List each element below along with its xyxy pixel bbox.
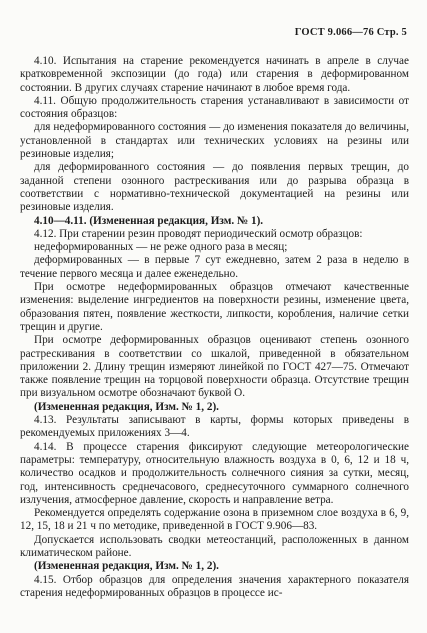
paragraph-4-11: 4.11. Общую продолжительность старения устанавливают в зависимости от состояния образцов:	[20, 94, 409, 121]
paragraph-4-14: 4.14. В процессе старения фиксируют следующие метеорологические параметры: температуру, относительную влажность воздуха в 0, 6, 12 и 18 ч, количество осадков и продолжительность солнечного сияния за сутки, месяц, год, интенсивность среднечасового, среднесуточного суммарного солнечного излучения, атмосферное давление, скорость и направление ветра.	[20, 440, 409, 506]
paragraph-deformed-duration: для деформированного состояния — до появления первых трещин, до заданной степени озонного растрескивания или до разрыва образца в соответствии с нормативно-технической документацией на резины или резиновые изделия.	[20, 161, 409, 214]
page-header: ГОСТ 9.066—76 Стр. 5	[294, 27, 407, 38]
paragraph-undeformed-inspection: недеформированных — не реже одного раза в месяц;	[34, 241, 288, 254]
paragraph-4-15: 4.15. Отбор образцов для определения значения характерного показателя старения недеформированных образцов в процессе ис-	[20, 573, 409, 599]
paragraph-undeformed-duration: для недеформированного состояния — до изменения показателя до величины, установленной в стандартах или технических условиях на резины или резиновые изделия;	[20, 121, 409, 161]
revision-note: (Измененная редакция, Изм. № 1, 2).	[34, 400, 219, 413]
paragraph-deformed-inspection: деформированных — в первые 7 сут ежедневно, затем 2 раза в неделю в течение первого месяца и далее еженедельно.	[20, 254, 409, 280]
paragraph-undeformed-changes: При осмотре недеформированных образцов отмечают качественные изменения: выделение ингредиентов на поверхности резины, изменение цвета, образования пятен, появление жесткости, липкости, коробления, наличие сетки трещин и другие.	[20, 281, 409, 333]
document-body	[20, 55, 409, 600]
paragraph-ozone: Рекомендуется определять содержание озона в приземном слое воздуха в 6, 9, 12, 15, 18 и 21 ч по методике, приведенной в ГОСТ 9.906—83.	[20, 507, 409, 533]
paragraph-deformed-cracking: При осмотре деформированных образцов оценивают степень озонного растрескивания в соответствии со шкалой, приведенной в обязательном приложении 2. Длину трещин измеряют линейкой по ГОСТ 427—75. Отмечают также появление трещин на торцовой поверхности образца. Отсутствие трещин при визуальном осмотре обозначают буквой О.	[20, 334, 409, 400]
revision-note: 4.10—4.11. (Измененная редакция, Изм. № 1).	[34, 214, 264, 227]
paragraph-weather-stations: Допускается использовать сводки метеостанций, расположенных в данном климатическом районе.	[20, 533, 409, 559]
paragraph-4-12: 4.12. При старении резин проводят периодический осмотр образцов:	[34, 227, 363, 240]
revision-note: (Измененная редакция, Изм. № 1, 2).	[34, 560, 219, 573]
paragraph-4-10: 4.10. Испытания на старение рекомендуется начинать в апреле в случае кратковременной экспозиции (до года) или старения в деформированном состоянии. В других случаях старение начинают в любое время года.	[20, 55, 409, 94]
paragraph-4-13: 4.13. Результаты записывают в карты, формы которых приведены в рекомендуемых приложениях 3—4.	[20, 414, 409, 440]
